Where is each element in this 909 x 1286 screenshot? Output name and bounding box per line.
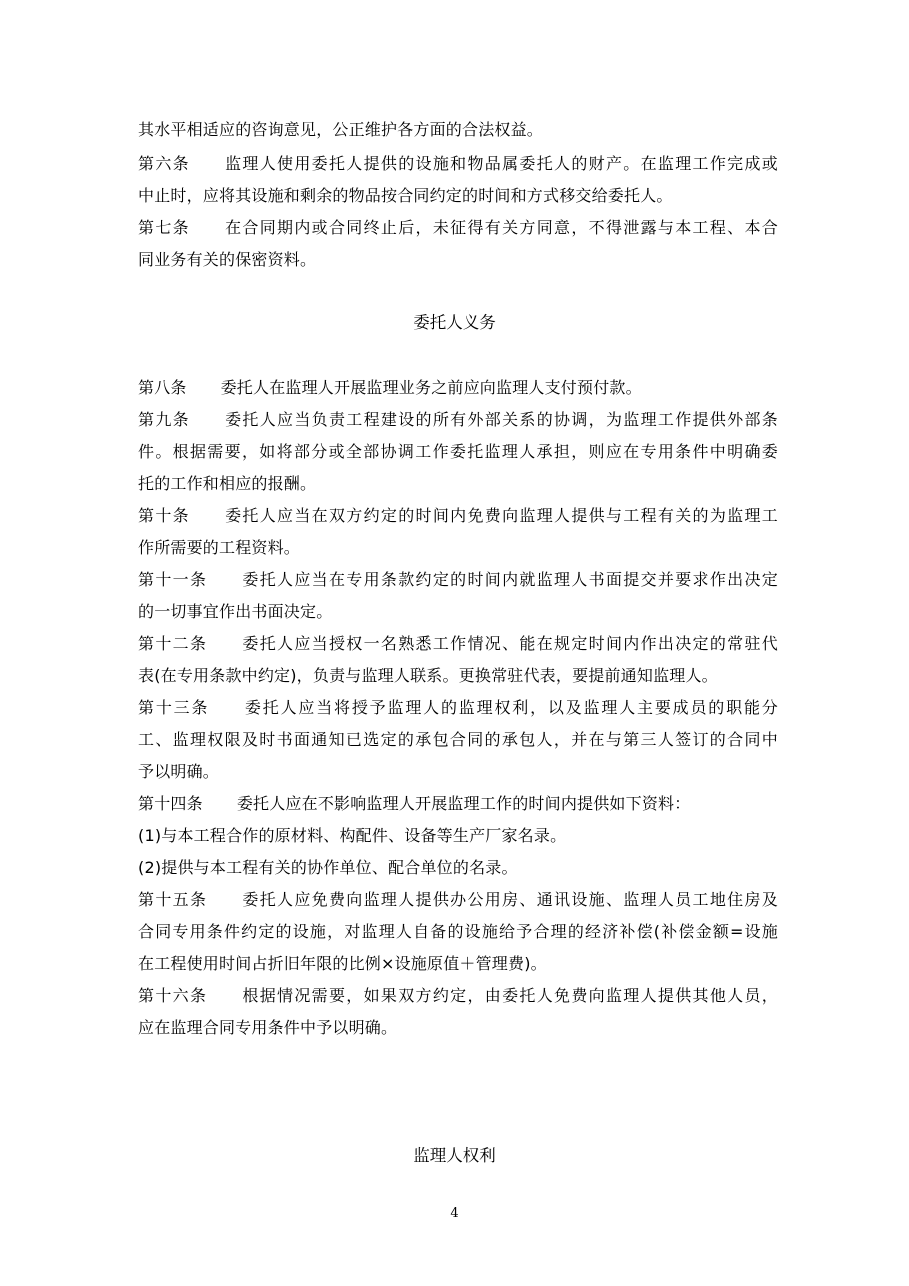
article-12-line-2: 表(在专用条款中约定)，负责与监理人联系。更换常驻代表，要提前通知监理人。 xyxy=(138,666,718,685)
article-13-line-2: 工、监理权限及时书面通知已选定的承包合同的承包人，并在与第三人签订的合同中 xyxy=(138,730,778,749)
article-11-line-2: 的一切事宜作出书面决定。 xyxy=(138,602,333,621)
article-13-line-3: 予以明确。 xyxy=(138,762,220,781)
article-label: 第十五条 xyxy=(138,890,208,909)
article-15-line-3: 在工程使用时间占折旧年限的比例×设施原值＋管理费)。 xyxy=(138,954,547,973)
continuation-line: 其水平相适应的咨询意见，公正维护各方面的合法权益。 xyxy=(138,120,544,139)
article-16-line-1: 第十六条 根据情况需要，如果双方约定，由委托人免费向监理人提供其他人员， xyxy=(138,986,778,1005)
article-13-line-1: 第十三条 委托人应当将授予监理人的监理权利，以及监理人主要成员的职能分 xyxy=(138,698,778,717)
article-8-line-1: 第八条 委托人在监理人开展监理业务之前应向监理人支付预付款。 xyxy=(138,378,642,397)
article-9-line-3: 托的工作和相应的报酬。 xyxy=(138,474,317,493)
article-14-line-1: 第十四条 委托人应在不影响监理人开展监理工作的时间内提供如下资料： xyxy=(138,794,691,813)
article-label: 第十四条 xyxy=(138,794,203,813)
article-label: 第十一条 xyxy=(138,570,208,589)
article-15-line-2: 合同专用条件约定的设施，对监理人自备的设施给予合理的经济补偿(补偿金额=设施 xyxy=(138,922,778,941)
section-heading-supervisor-rights: 监理人权利 xyxy=(413,1146,496,1165)
article-11-line-1: 第十一条 委托人应当在专用条款约定的时间内就监理人书面提交并要求作出决定 xyxy=(138,570,778,589)
article-9-line-1: 第九条 委托人应当负责工程建设的所有外部关系的协调，为监理工作提供外部条 xyxy=(138,410,778,429)
article-label: 第八条 xyxy=(138,378,187,397)
article-7-line-1: 第七条 在合同期内或合同终止后，未征得有关方同意，不得泄露与本工程、本合 xyxy=(138,218,778,237)
article-15-line-1: 第十五条 委托人应免费向监理人提供办公用房、通讯设施、监理人员工地住房及 xyxy=(138,890,778,909)
article-label: 第十条 xyxy=(138,506,190,525)
article-10-line-2: 作所需要的工程资料。 xyxy=(138,538,301,557)
section-heading-client-obligations: 委托人义务 xyxy=(413,313,496,332)
article-14-item-2: (2)提供与本工程有关的协作单位、配合单位的名录。 xyxy=(138,858,518,877)
article-label: 第九条 xyxy=(138,410,190,429)
article-12-line-1: 第十二条 委托人应当授权一名熟悉工作情况、能在规定时间内作出决定的常驻代 xyxy=(138,634,778,653)
article-16-line-2: 应在监理合同专用条件中予以明确。 xyxy=(138,1018,398,1037)
article-10-line-1: 第十条 委托人应当在双方约定的时间内免费向监理人提供与工程有关的为监理工 xyxy=(138,506,778,525)
page-number: 4 xyxy=(450,1206,459,1221)
article-label: 第七条 xyxy=(138,218,190,237)
article-label: 第十六条 xyxy=(138,986,208,1005)
article-7-line-2: 同业务有关的保密资料。 xyxy=(138,250,317,269)
article-label: 第十二条 xyxy=(138,634,208,653)
article-9-line-2: 件。根据需要，如将部分或全部协调工作委托监理人承担，则应在专用条件中明确委 xyxy=(138,442,778,461)
article-label: 第十三条 xyxy=(138,698,210,717)
article-6-line-1: 第六条 监理人使用委托人提供的设施和物品属委托人的财产。在监理工作完成或 xyxy=(138,154,778,173)
article-6-line-2: 中止时，应将其设施和剩余的物品按合同约定的时间和方式移交给委托人。 xyxy=(138,186,673,205)
article-label: 第六条 xyxy=(138,154,190,173)
article-14-item-1: (1)与本工程合作的原材料、构配件、设备等生产厂家名录。 xyxy=(138,826,567,845)
